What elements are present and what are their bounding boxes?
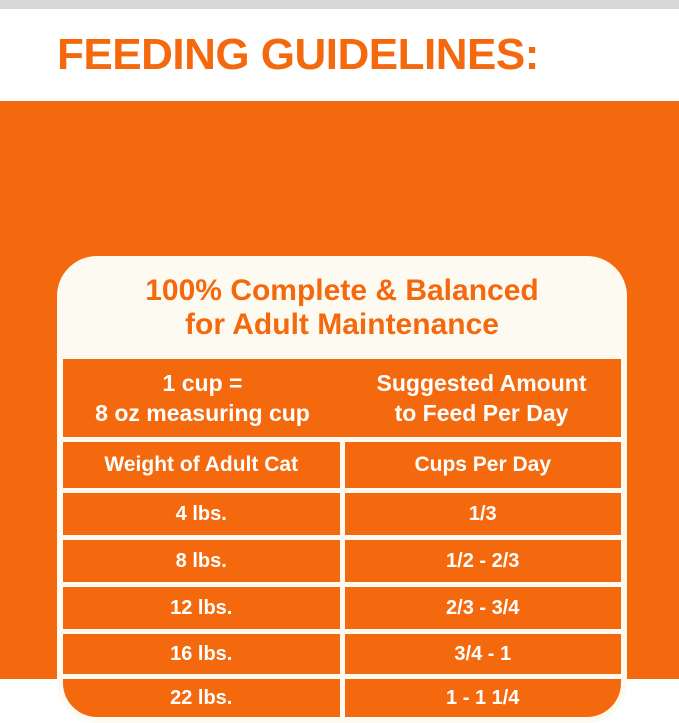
suggested-amount-line2: to Feed Per Day: [394, 400, 569, 426]
table-row: [63, 634, 621, 674]
cups-value: 1/2 - 2/3: [345, 540, 622, 582]
column-header-cups: Cups Per Day: [345, 442, 622, 488]
card-title: [63, 262, 621, 354]
orange-background-panel: [0, 101, 679, 709]
table-row: [63, 540, 621, 582]
page-title: FEEDING GUIDELINES:: [57, 30, 539, 79]
table-row: [63, 587, 621, 629]
column-header-weight: Weight of Adult Cat: [63, 442, 340, 488]
weight-value: 4 lbs.: [63, 493, 340, 535]
weight-value: 12 lbs.: [63, 587, 340, 629]
cups-value: 3/4 - 1: [345, 634, 622, 674]
table-row: [63, 493, 621, 535]
column-header-row: [63, 442, 621, 488]
card-title-line2: for Adult Maintenance: [185, 308, 499, 341]
headline-band: [0, 9, 679, 101]
weight-value: 22 lbs.: [63, 679, 340, 717]
cup-measure-line1: 1 cup =: [162, 369, 243, 396]
suggested-amount-header: [342, 359, 621, 437]
measuring-header-row: [63, 359, 621, 437]
cups-value: 2/3 - 3/4: [345, 587, 622, 629]
weight-value: 8 lbs.: [63, 540, 340, 582]
top-gray-bar: [0, 0, 679, 9]
weight-value: 16 lbs.: [63, 634, 340, 674]
cup-measure-header: [63, 359, 342, 437]
card-title-line1: 100% Complete & Balanced: [145, 273, 539, 307]
table-row: [63, 679, 621, 717]
cup-measure-line2: 8 oz measuring cup: [95, 400, 310, 426]
cups-value: 1/3: [345, 493, 622, 535]
cups-value: 1 - 1 1/4: [345, 679, 622, 717]
suggested-amount-line1: Suggested Amount: [376, 369, 587, 396]
feeding-guidelines-card: [57, 256, 627, 723]
